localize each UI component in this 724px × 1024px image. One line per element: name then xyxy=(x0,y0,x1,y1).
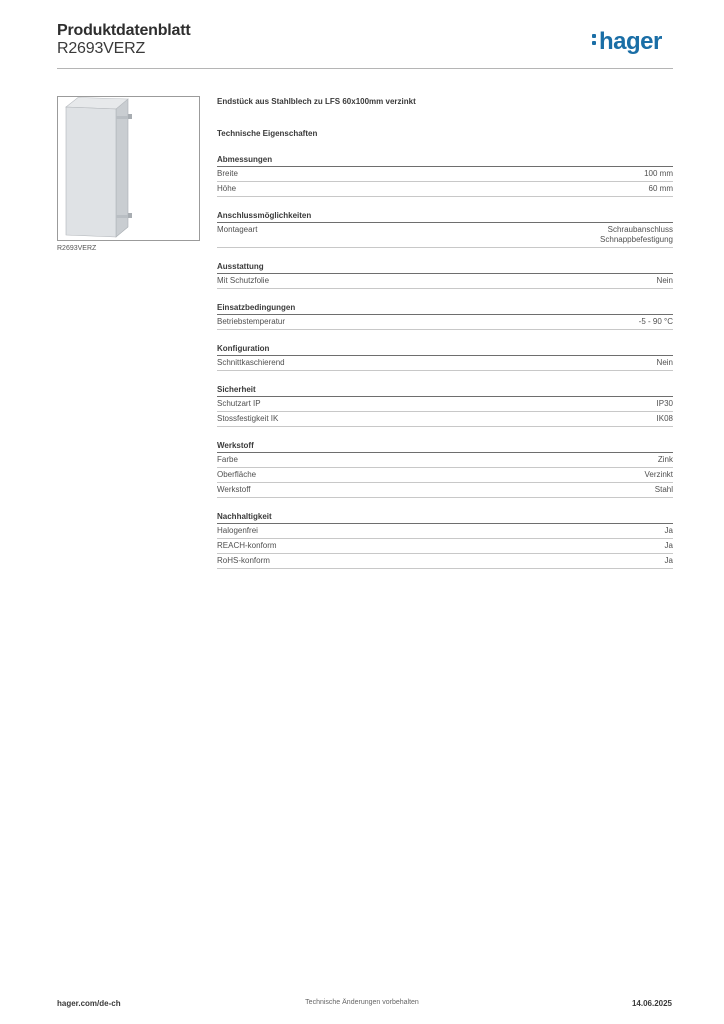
section-title: Einsatzbedingungen xyxy=(217,303,673,315)
footer-website: hager.com/de-ch xyxy=(57,999,121,1008)
spec-value-line: Zink xyxy=(657,455,673,464)
spec-row xyxy=(217,182,673,197)
end-piece-illustration xyxy=(58,97,199,240)
page-title: Produktdatenblatt xyxy=(57,22,191,39)
specifications xyxy=(217,97,673,569)
spec-value xyxy=(644,169,673,179)
spec-value xyxy=(655,485,673,495)
product-image xyxy=(57,96,200,241)
spec-row xyxy=(217,468,673,483)
spec-section xyxy=(217,303,673,330)
image-caption: R2693VERZ xyxy=(57,245,97,252)
hager-logo xyxy=(592,28,662,56)
spec-label: RoHS-konform xyxy=(217,556,270,565)
spec-value xyxy=(649,184,673,194)
spec-label: Werkstoff xyxy=(217,485,251,494)
spec-label: Breite xyxy=(217,169,238,178)
spec-label: Betriebstemperatur xyxy=(217,317,286,326)
logo-dots-icon xyxy=(592,28,598,48)
section-title: Abmessungen xyxy=(217,155,673,167)
spec-value-line: 60 mm xyxy=(648,184,673,193)
tech-properties-heading: Technische Eigenschaften xyxy=(217,129,318,138)
spec-value-line: IP30 xyxy=(656,399,673,408)
spec-value xyxy=(645,470,673,480)
spec-value-line: Verzinkt xyxy=(644,470,673,479)
spec-section xyxy=(217,262,673,289)
spec-section xyxy=(217,344,673,371)
spec-section xyxy=(217,512,673,569)
spec-value-line: Ja xyxy=(664,541,673,550)
spec-value-line: Ja xyxy=(664,526,673,535)
spec-sections xyxy=(217,155,673,569)
spec-value xyxy=(600,225,673,245)
spec-label: Mit Schutzfolie xyxy=(217,276,270,285)
spec-value xyxy=(657,399,673,409)
spec-value-line: IK08 xyxy=(656,414,673,423)
spec-section xyxy=(217,155,673,197)
spec-section xyxy=(217,211,673,248)
spec-label: Schnittkaschierend xyxy=(217,358,285,367)
spec-label: Farbe xyxy=(217,455,238,464)
spec-section xyxy=(217,385,673,427)
section-title: Nachhaltigkeit xyxy=(217,512,673,524)
spec-value-line: Schnappbefestigung xyxy=(600,235,673,244)
spec-row xyxy=(217,412,673,427)
section-title: Anschlussmöglichkeiten xyxy=(217,211,673,223)
spec-label: Stossfestigkeit IK xyxy=(217,414,279,423)
spec-row xyxy=(217,554,673,569)
spec-value-line: Ja xyxy=(664,556,673,565)
spec-row xyxy=(217,483,673,498)
spec-value xyxy=(665,541,673,551)
spec-label: Schutzart IP xyxy=(217,399,261,408)
spec-label: Oberfläche xyxy=(217,470,257,479)
spec-row xyxy=(217,524,673,539)
spec-value xyxy=(665,556,673,566)
logo-text: hager xyxy=(599,28,662,55)
spec-row xyxy=(217,315,673,330)
spec-label: Halogenfrei xyxy=(217,526,258,535)
spec-section xyxy=(217,441,673,498)
spec-row xyxy=(217,356,673,371)
spec-value-line: Schraubanschluss xyxy=(607,225,673,234)
spec-value-line: Stahl xyxy=(654,485,673,494)
footer-notice: Technische Änderungen vorbehalten xyxy=(305,999,419,1006)
spec-row xyxy=(217,274,673,289)
spec-value xyxy=(657,276,673,286)
section-title: Ausstattung xyxy=(217,262,673,274)
spec-label: REACH-konform xyxy=(217,541,277,550)
spec-value-line: 100 mm xyxy=(644,169,673,178)
footer-date: 14.06.2025 xyxy=(631,999,672,1008)
spec-row xyxy=(217,453,673,468)
spec-value xyxy=(658,455,673,465)
product-description: Endstück aus Stahlblech zu LFS 60x100mm verzinkt xyxy=(217,97,416,106)
spec-label: Montageart xyxy=(217,225,258,234)
spec-value-line: Nein xyxy=(656,358,673,367)
product-number: R2693VERZ xyxy=(57,40,146,57)
spec-label: Höhe xyxy=(217,184,237,193)
spec-row xyxy=(217,167,673,182)
spec-row xyxy=(217,539,673,554)
section-title: Werkstoff xyxy=(217,441,673,453)
spec-value-line: Nein xyxy=(656,276,673,285)
spec-row xyxy=(217,397,673,412)
spec-value xyxy=(639,317,673,327)
section-title: Konfiguration xyxy=(217,344,673,356)
spec-value xyxy=(665,526,673,536)
spec-row xyxy=(217,223,673,248)
spec-value-line: -5 - 90 °C xyxy=(638,317,673,326)
header-divider xyxy=(57,68,673,69)
spec-value xyxy=(657,414,673,424)
section-title: Sicherheit xyxy=(217,385,673,397)
spec-value xyxy=(657,358,673,368)
